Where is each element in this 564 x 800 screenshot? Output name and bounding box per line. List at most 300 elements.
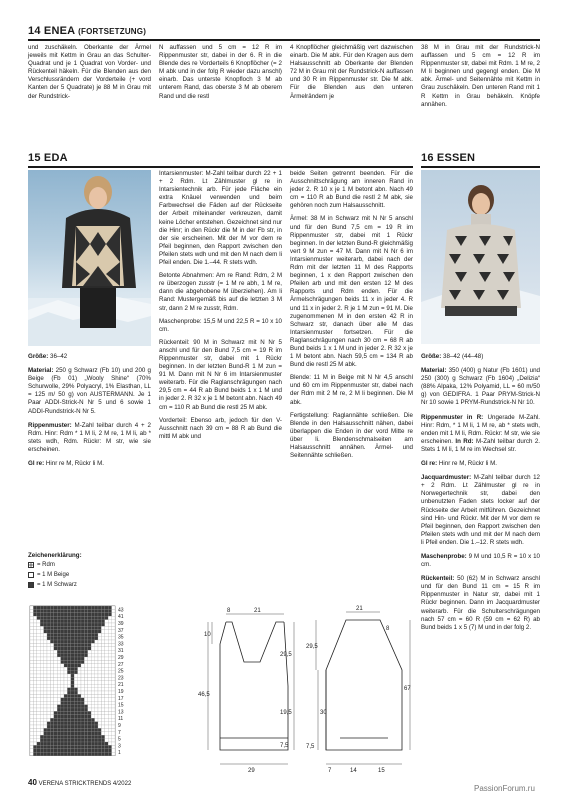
chart-cell-beige [44,633,47,636]
chart-cell-black [95,742,98,745]
chart-cell-beige [33,742,36,745]
chart-cell-beige [101,630,104,633]
chart-cell-black [74,633,77,636]
chart-cell-beige [33,616,36,619]
chart-cell-black [91,749,94,752]
chart-cell-beige [112,671,115,674]
chart-cell-beige [108,667,111,670]
chart-cell-beige [57,667,60,670]
chart-cell-black [67,633,70,636]
chart-cell-beige [112,606,115,609]
chart-cell-beige [105,681,108,684]
chart-cell-beige [47,698,50,701]
chart-cell-beige [64,688,67,691]
chart-cell-black [57,742,60,745]
chart-cell-black [67,637,70,640]
chart-cell-black [67,626,70,629]
chart-cell-beige [54,681,57,684]
chart-cell-beige [95,694,98,697]
chart-cell-black [84,620,87,623]
chart-cell-beige [37,728,40,731]
chart-cell-beige [50,698,53,701]
chart-cell-black [71,647,74,650]
chart-cell-beige [112,701,115,704]
chart-cell-black [74,630,77,633]
chart-cell-beige [112,637,115,640]
chart-cell-beige [44,691,47,694]
chart-cell-beige [95,650,98,653]
chart-cell-black [88,745,91,748]
chart-cell-beige [50,677,53,680]
chart-cell-black [95,752,98,755]
chart-cell-beige [44,701,47,704]
chart-cell-beige [108,715,111,718]
chart-cell-black [105,742,108,745]
chart-cell-beige [54,660,57,663]
chart-cell-beige [40,630,43,633]
chart-cell-black [57,606,60,609]
chart-cell-black [81,637,84,640]
gl-text: Hinr re M, Rückr li M. [438,460,498,468]
chart-cell-beige [40,640,43,643]
chart-cell-beige [112,739,115,742]
chart-cell-beige [91,654,94,657]
chart-cell-beige [30,752,33,755]
chart-cell-black [71,752,74,755]
chart-cell-black [57,739,60,742]
chart-cell-black [84,711,87,714]
chart-cell-black [88,623,91,626]
chart-cell-beige [37,715,40,718]
chart-cell-beige [50,715,53,718]
chart-cell-beige [30,698,33,701]
chart-cell-beige [101,647,104,650]
chart-cell-beige [40,657,43,660]
chart-cell-black [81,654,84,657]
chart-cell-beige [108,630,111,633]
chart-cell-beige [30,694,33,697]
chart-cell-black [101,613,104,616]
chart-cell-black [71,674,74,677]
chart-cell-black [54,728,57,731]
chart-cell-beige [108,722,111,725]
chart-cell-black [54,626,57,629]
chart-cell-beige [112,711,115,714]
chart-cell-beige [101,674,104,677]
chart-cell-beige [98,711,101,714]
chart-cell-black [78,715,81,718]
chart-cell-black [67,616,70,619]
chart-cell-black [84,715,87,718]
chart-cell-black [61,739,64,742]
chart-cell-beige [101,654,104,657]
chart-cell-black [54,722,57,725]
chart-cell-beige [105,694,108,697]
dim-label: 7,5 [280,743,289,749]
chart-cell-beige [98,684,101,687]
chart-cell-beige [30,742,33,745]
chart-cell-black [61,749,64,752]
chart-cell-beige [91,711,94,714]
chart-cell-black [71,613,74,616]
chart-cell-black [84,613,87,616]
chart-cell-beige [33,623,36,626]
chart-cell-beige [112,674,115,677]
chart-cell-black [61,701,64,704]
chart-cell-black [81,620,84,623]
chart-cell-black [54,647,57,650]
chart-cell-black [67,722,70,725]
chart-cell-black [105,606,108,609]
chart-cell-black [50,640,53,643]
chart-cell-beige [101,701,104,704]
chart-cell-black [84,650,87,653]
chart-cell-beige [88,677,91,680]
chart-cell-black [78,637,81,640]
chart-cell-black [101,623,104,626]
chart-cell-black [61,643,64,646]
chart-cell-black [81,749,84,752]
chart-cell-beige [91,684,94,687]
chart-cell-black [95,749,98,752]
chart-cell-black [44,749,47,752]
material-label: Material: [421,367,447,375]
chart-cell-beige [47,701,50,704]
chart-cell-black [47,630,50,633]
chart-cell-beige [98,637,101,640]
chart-cell-black [81,705,84,708]
chart-cell-black [108,613,111,616]
chart-cell-beige [37,640,40,643]
chart-cell-beige [88,694,91,697]
chart-cell-beige [101,688,104,691]
chart-cell-beige [67,677,70,680]
chart-cell-beige [98,681,101,684]
chart-cell-black [64,657,67,660]
chart-cell-black [37,745,40,748]
chart-cell-beige [101,667,104,670]
chart-cell-black [74,606,77,609]
chart-cell-black [91,633,94,636]
chart-cell-beige [37,701,40,704]
chart-row-number: 1 [118,750,121,757]
chart-cell-beige [112,660,115,663]
chart-cell-beige [44,694,47,697]
chart-cell-black [95,633,98,636]
chart-cell-beige [33,630,36,633]
chart-cell-beige [112,630,115,633]
chart-cell-beige [95,705,98,708]
chart-cell-black [54,742,57,745]
chart-cell-beige [108,657,111,660]
chart-cell-black [78,735,81,738]
legend-swatch-black [28,582,34,588]
jacq-text: M-Zahl teilbar durch 12 + 2 Rdm. Lt Zählmuster gl re in Norwegertechnik str, dabei den unbenutzten Faden stets locker auf der Rückseite der Arbeit mitführen. Gezeichnet sind Hin- und Rückr. Mit der M vor dem re Pfeil beginnen, den Rapport zwischen den Pfeilen stets wdh und mit der M nach dem li Pfeil enden. Die 1.–12. R stets wdh. [421,474,540,546]
chart-cell-beige [30,633,33,636]
chart-cell-beige [88,671,91,674]
chart-cell-beige [108,650,111,653]
chart-cell-black [74,745,77,748]
dim-label: 29,5 [306,644,318,650]
chart-cell-beige [37,711,40,714]
chart-cell-beige [30,650,33,653]
chart-row-number: 39 [118,621,124,627]
chart-cell-black [44,616,47,619]
chart-cell-black [67,640,70,643]
chart-cell-black [84,742,87,745]
size-label: Größe: [28,353,49,360]
chart-cell-beige [40,650,43,653]
chart-cell-beige [98,657,101,660]
chart-cell-black [47,728,50,731]
heading-rule [28,39,540,41]
chart-cell-beige [95,671,98,674]
chart-cell-beige [108,626,111,629]
chart-cell-black [61,654,64,657]
chart-cell-black [71,684,74,687]
chart-cell-beige [47,654,50,657]
chart-cell-beige [47,691,50,694]
chart-cell-black [88,633,91,636]
chart-cell-beige [105,650,108,653]
chart-cell-black [67,725,70,728]
chart-cell-beige [105,715,108,718]
chart-cell-beige [108,718,111,721]
chart-cell-black [71,725,74,728]
chart-cell-black [108,609,111,612]
chart-cell-beige [78,691,81,694]
dim-label: 10 [204,632,211,638]
chart-cell-beige [33,735,36,738]
chart-cell-beige [44,722,47,725]
chart-cell-black [98,630,101,633]
chart-cell-beige [37,660,40,663]
chart-cell-beige [91,688,94,691]
chart-cell-black [81,718,84,721]
chart-cell-beige [108,694,111,697]
chart-cell-black [71,718,74,721]
chart-cell-black [101,616,104,619]
chart-cell-beige [40,684,43,687]
chart-cell-beige [95,691,98,694]
chart-cell-black [61,742,64,745]
chart-row-number: 9 [118,723,121,729]
chart-cell-black [61,657,64,660]
section-title: ESSEN [436,152,476,164]
chart-cell-black [81,640,84,643]
chart-cell-black [98,613,101,616]
chart-cell-beige [30,705,33,708]
chart-cell-beige [108,671,111,674]
chart-cell-beige [57,701,60,704]
chart-cell-black [50,637,53,640]
chart-cell-black [88,640,91,643]
chart-cell-beige [112,620,115,623]
chart-cell-black [50,722,53,725]
chart-cell-black [64,701,67,704]
chart-cell-beige [30,664,33,667]
chart-cell-beige [44,715,47,718]
chart-cell-beige [57,688,60,691]
chart-cell-black [67,745,70,748]
chart-cell-beige [88,705,91,708]
chart-cell-beige [84,684,87,687]
chart-cell-black [81,735,84,738]
chart-cell-beige [30,722,33,725]
chart-cell-black [91,609,94,612]
chart-cell-beige [112,657,115,660]
chart-cell-beige [61,681,64,684]
chart-cell-beige [101,705,104,708]
chart-cell-beige [37,643,40,646]
chart-cell-black [78,647,81,650]
chart-cell-beige [101,694,104,697]
chart-cell-beige [33,694,36,697]
chart-cell-black [40,749,43,752]
eda-photo [28,170,151,346]
chart-cell-black [71,677,74,680]
chart-cell-black [74,620,77,623]
chart-cell-black [95,739,98,742]
chart-cell-black [54,739,57,742]
chart-cell-black [84,654,87,657]
chart-cell-black [50,742,53,745]
chart-cell-black [54,623,57,626]
chart-cell-beige [54,705,57,708]
chart-cell-beige [61,667,64,670]
chart-cell-beige [105,623,108,626]
chart-cell-beige [91,657,94,660]
chart-cell-black [47,732,50,735]
chart-cell-beige [88,674,91,677]
chart-cell-black [108,752,111,755]
chart-cell-black [88,718,91,721]
chart-cell-beige [30,606,33,609]
chart-cell-black [101,739,104,742]
chart-cell-beige [101,684,104,687]
chart-cell-black [74,688,77,691]
material-label: Material: [28,367,54,375]
chart-cell-beige [112,677,115,680]
chart-cell-black [71,694,74,697]
chart-cell-beige [54,654,57,657]
chart-cell-beige [50,650,53,653]
chart-cell-beige [101,637,104,640]
chart-cell-beige [64,684,67,687]
chart-cell-beige [101,711,104,714]
chart-cell-beige [57,674,60,677]
chart-cell-beige [105,657,108,660]
chart-cell-beige [88,654,91,657]
chart-cell-beige [33,633,36,636]
chart-cell-black [47,739,50,742]
chart-cell-beige [91,643,94,646]
chart-cell-beige [105,664,108,667]
chart-cell-black [67,705,70,708]
chart-cell-black [54,732,57,735]
chart-cell-beige [37,694,40,697]
chart-cell-beige [57,671,60,674]
chart-row-number: 21 [118,682,124,689]
chart-cell-black [40,752,43,755]
chart-cell-beige [98,698,101,701]
chart-cell-beige [98,640,101,643]
chart-cell-black [91,637,94,640]
chart-cell-black [78,728,81,731]
chart-cell-beige [47,674,50,677]
chart-cell-beige [84,688,87,691]
chart-cell-black [64,722,67,725]
chart-cell-black [50,745,53,748]
chart-cell-black [78,609,81,612]
chart-cell-black [98,616,101,619]
chart-cell-black [95,630,98,633]
chart-cell-black [78,749,81,752]
chart-cell-black [67,688,70,691]
chart-cell-beige [81,677,84,680]
chart-row-number: 3 [118,743,121,750]
chart-cell-black [98,626,101,629]
chart-cell-black [71,664,74,667]
chart-cell-black [47,735,50,738]
chart-cell-black [98,735,101,738]
chart-cell-beige [88,698,91,701]
chart-cell-black [71,735,74,738]
chart-cell-beige [108,681,111,684]
chart-cell-beige [40,633,43,636]
chart-cell-black [88,613,91,616]
chart-cell-black [50,739,53,742]
chart-cell-beige [78,677,81,680]
chart-cell-black [71,650,74,653]
chart-cell-beige [50,647,53,650]
chart-cell-black [47,752,50,755]
chart-cell-black [47,609,50,612]
chart-cell-beige [91,664,94,667]
chart-cell-beige [47,711,50,714]
chart-cell-black [61,725,64,728]
enea-col-2: N auffassen und 5 cm = 12 R im Rippenmuster str, dabei in der 6. R in die Blende des re Vorderteils 6 Knopflöcher (= 2 M abk und in der folg R wieder dazu anschl) einarb. Das unterste Knopfloch 3 M ab unterem Rand, das oberste 3 M ab oberem Rand und die restl [159,44,282,100]
chart-cell-beige [91,674,94,677]
chart-cell-black [71,620,74,623]
chart-cell-beige [88,660,91,663]
chart-cell-black [44,739,47,742]
chart-cell-black [47,606,50,609]
chart-cell-black [37,613,40,616]
magazine-name: VERENA STRICKTRENDS 4/2022 [38,781,132,787]
chart-cell-black [95,745,98,748]
chart-cell-black [78,698,81,701]
chart-cell-beige [33,684,36,687]
chart-cell-black [78,606,81,609]
chart-cell-beige [98,722,101,725]
chart-cell-black [64,725,67,728]
chart-cell-beige [105,671,108,674]
chart-cell-beige [61,688,64,691]
chart-cell-black [84,623,87,626]
chart-cell-beige [105,722,108,725]
chart-cell-black [74,694,77,697]
chart-cell-beige [98,715,101,718]
chart-cell-beige [54,674,57,677]
chart-cell-black [91,616,94,619]
chart-row-number: 43 [118,607,124,614]
dim-label: 7 [328,768,332,774]
chart-cell-black [78,643,81,646]
chart-cell-beige [50,664,53,667]
chart-cell-beige [108,701,111,704]
chart-cell-black [57,654,60,657]
